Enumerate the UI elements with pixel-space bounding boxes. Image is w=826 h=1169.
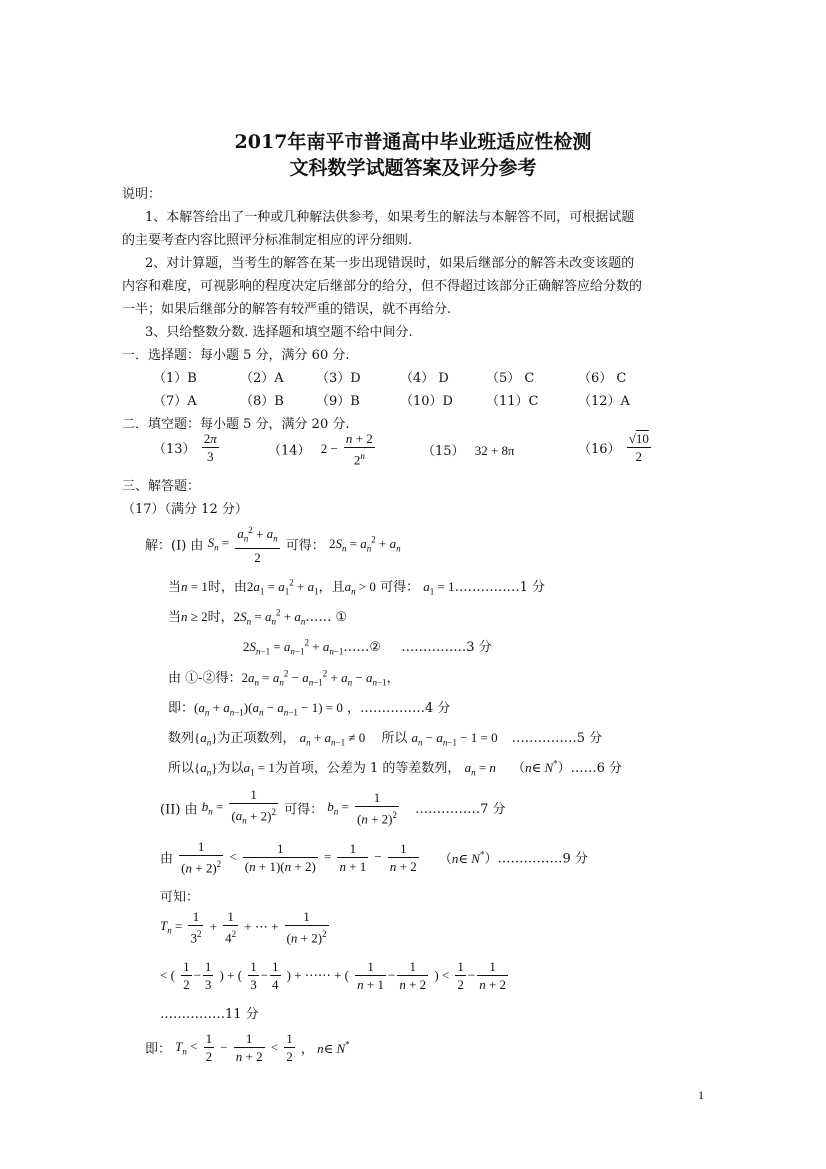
title-line-1: 2017年南平市普通高中毕业班适应性检测 bbox=[234, 131, 592, 153]
section2-heading: 二．填空题：每小题 5 分，满分 20 分. bbox=[122, 417, 350, 432]
sol-line-12: $T_n$ = $\frac{1}{3^2}$ + $\frac{1}{4^2}$ + ⋯ + $\frac{1}{(n + 2)^2}$ bbox=[160, 909, 327, 946]
fill-15: （15） 32 + 8π bbox=[422, 443, 515, 459]
choice-3: （3）D bbox=[316, 371, 361, 386]
sol-line-9: (II) 由 $b_n$ = $\frac{1}{(a_n + 2)^2}$ 可得： $b_n$ = $\frac{1}{(n + 2)^2}$ ……………7 分 bbox=[160, 787, 506, 827]
note-2a: 2、对计算题，当考生的解答在某一步出现错误时，如果后继部分的解答未改变该题的 bbox=[145, 256, 635, 271]
page-number: 1 bbox=[698, 1088, 704, 1102]
choice-row-1 bbox=[0, 367, 826, 387]
sol-line-6: 即：$(a_n + a_{n-1})(a_n - a_{n-1} - 1) = 0$ ，……………4 分 bbox=[168, 700, 451, 718]
choice-6: （6） C bbox=[578, 371, 627, 386]
section3-heading: 三、解答题： bbox=[122, 479, 201, 494]
fill-14: （14） 2 − $\frac{n + 2}{2^n}$ bbox=[268, 431, 373, 468]
note-2c: 一半；如果后继部分的解答有较严重的错误，就不再给分. bbox=[122, 302, 452, 317]
choice-4: （4） D bbox=[400, 371, 449, 386]
sol-line-4: $2S_{n-1} = a_{n-1}^2$ + $a_{n-1}\dots\dots ②$ ……………3 分 bbox=[243, 637, 492, 657]
note-2b: 内容和难度，可视影响的程度决定后继部分的给分，但不得超过该部分正确解答应给分数的 bbox=[122, 279, 643, 294]
sol-line-2: 当n = 1时，由$2a_1 = a_1^2 + a_1$，且$a_n > 0$ 可得： $a_1$ = 1……………1 分 bbox=[168, 577, 545, 597]
sol-line-14: ……………11 分 bbox=[160, 1007, 259, 1022]
choice-7: （7）A bbox=[153, 394, 197, 409]
choice-1: （1）B bbox=[153, 371, 197, 386]
choice-12: （12）A bbox=[578, 394, 630, 409]
sol-line-1: 解：(I) 由 $S_n$ = $\frac{a_n^2 + a_n}{2}$ 可得： $2S_n = a_n^2 + a_n$ bbox=[145, 522, 401, 566]
choice-11: （11）C bbox=[486, 394, 539, 409]
choice-5: （5） C bbox=[486, 371, 535, 386]
title-line-2: 文科数学试题答案及评分参考 bbox=[289, 157, 537, 179]
choice-10: （10）D bbox=[400, 394, 453, 409]
sol-line-3: 当n ≥ 2时，$2S_n = a_n^2$ + $a_n\dots\dots$ ① bbox=[168, 607, 348, 627]
sol-line-7: 数列$\{a_n\}$为正项数列， $a_n + a_{n-1} \ne 0$ 所以 $a_n - a_{n-1} - 1 = 0$ ……………5 分 bbox=[168, 730, 603, 748]
fill-13: （13） $\frac{2\pi}{3}$ bbox=[153, 431, 217, 464]
sol-line-11: 可知： bbox=[160, 890, 200, 905]
sol-line-8: 所以$\{a_n\}$为以$a_1 = 1$为首项，公差为 1 的等差数列， $a_n = n$ （n∈ N*）……6 分 bbox=[168, 758, 623, 778]
fill-16: （16） $\frac{√10}{2}$ bbox=[578, 431, 649, 464]
choice-8: （8）B bbox=[240, 394, 284, 409]
choice-9: （9）B bbox=[316, 394, 360, 409]
choice-2: （2）A bbox=[240, 371, 284, 386]
sol-line-5: 由 ①-②得：$2a_n = a_n^2 - a_{n-1}^2 + a_n - a_{n-1}$， bbox=[168, 668, 400, 688]
section1-heading: 一．选择题：每小题 5 分，满分 60 分. bbox=[122, 348, 350, 363]
q17-heading: （17）（满分 12 分） bbox=[122, 502, 248, 517]
sol-line-13: < ( $\frac{1}{2}$ − $\frac{1}{3}$ ) + ( $\frac{1}{3}$ − $\frac{1}{4}$ ) + ⋯⋯ + ( $\frac{1}{n + 1}$ − $\frac{1}{n + 2}$ ) < $\frac{1}{2}$ − $\frac{1}{n + 2}$ bbox=[160, 959, 507, 992]
note-1b: 的主要考查内容比照评分标准制定相应的评分细则. bbox=[122, 233, 413, 248]
choice-row-2 bbox=[0, 390, 826, 410]
sol-line-10: 由 $\frac{1}{(n + 2)^2}$ < $\frac{1}{(n + 1)(n + 2)}$ = $\frac{1}{n + 1}$ − $\frac{1}{n + 2}$ （n∈ N*）……………9 分 bbox=[160, 839, 588, 876]
notes-heading: 说明： bbox=[122, 187, 162, 202]
note-3: 3、只给整数分数. 选择题和填空题不给中间分. bbox=[145, 325, 413, 340]
sol-line-15: 即： $T_n$ < $\frac{1}{2}$ − $\frac{1}{n + 2}$ < $\frac{1}{2}$ ， n∈ N* bbox=[145, 1031, 350, 1064]
note-1a: 1、本解答给出了一种或几种解法供参考，如果考生的解法与本解答不同，可根据试题 bbox=[145, 210, 635, 225]
